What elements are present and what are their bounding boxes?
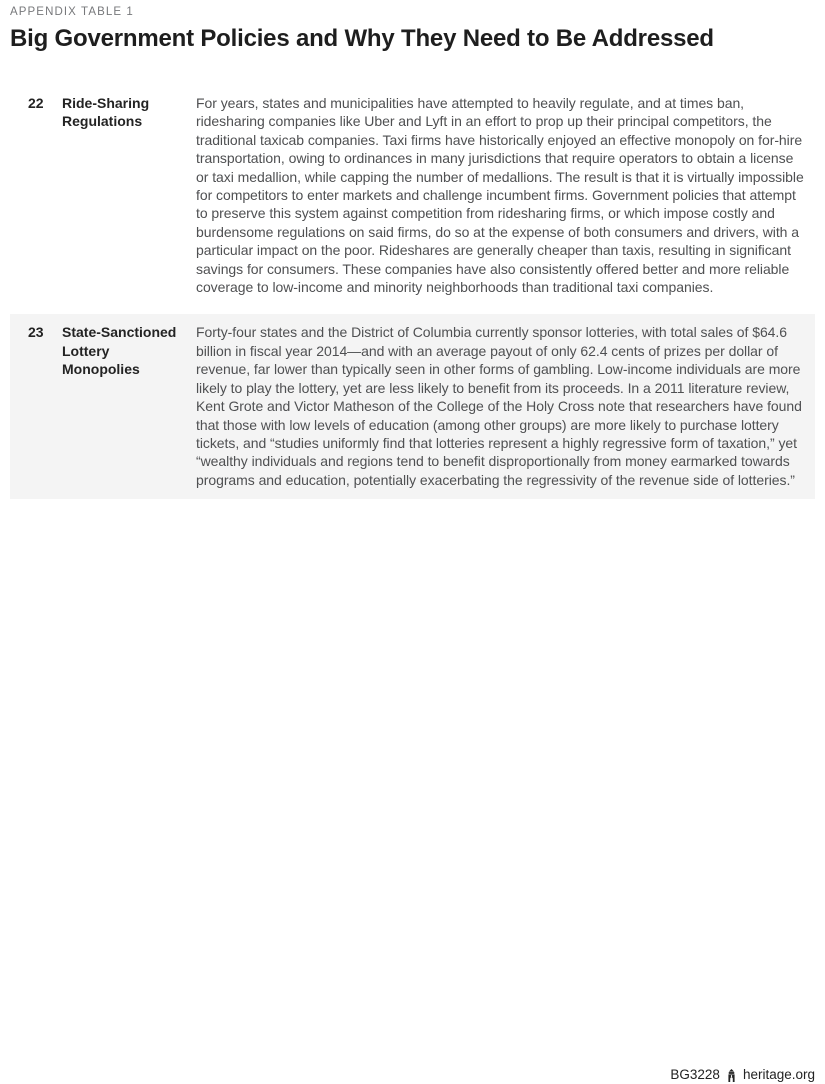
- page-title: Big Government Policies and Why They Need to Be Addressed: [10, 25, 714, 52]
- table-row: [10, 314, 815, 499]
- document-id: BG3228: [670, 1067, 720, 1082]
- page-footer: [670, 1067, 815, 1083]
- appendix-table: [10, 85, 815, 499]
- row-policy-label: Ride-Sharing Regulations: [62, 95, 150, 130]
- row-description: For years, states and municipalities have attempted to heavily regulate, and at times ban, ridesharing companies like Uber and Lyft in an effort to prop up their principal competitors, the traditional taxicab companies. Taxi firms have historically enjoyed an effective monopoly on for-hire transportation, owing to ordinances in many jurisdictions that require operators to obtain a license or taxi medallion, while capping the number of medallions. The result is that it is virtually impossible for competitors to enter markets and challenge incumbent firms. Government policies that attempt to preserve this system against competition from ridesharing firms, or which impose costly and burdensome regulations on said firms, do so at the expense of both consumers and drivers, with a particular impact on the poor. Rideshares are generally cheaper than taxis, resulting in significant savings for consumers. These companies have also consistently offered better and more reliable coverage to low-income and minority neighborhoods than traditional taxi companies.: [196, 95, 804, 296]
- table-eyebrow: APPENDIX TABLE 1: [10, 6, 134, 18]
- heritage-site-link: heritage.org: [742, 1067, 815, 1082]
- heritage-logo-icon: [725, 1069, 738, 1082]
- row-number: 22: [28, 95, 44, 111]
- row-number: 23: [28, 324, 44, 341]
- table-row: [10, 85, 815, 306]
- row-description: Forty-four states and the District of Columbia currently sponsor lotteries, with total sales of $64.6 billion in fiscal year 2014—and with an average payout of only 62.4 cents of prizes per dollar of revenue, far lower than typically seen in other forms of gambling. Low-income individuals are more likely to play the lottery, yet are less likely to benefit from its proceeds. In a 2011 literature review, Kent Grote and Victor Matheson of the College of the Holy Cross note that researchers have found that those with low levels of education (among other groups) are more likely to purchase lottery tickets, and “studies uniformly find that lotteries represent a highly regressive form of taxation,” yet “wealthy individuals and regions tend to benefit disproportionally from money earmarked towards programs and education, potentially exacerbating the regressivity of the revenue side of lotteries.”: [196, 324, 802, 488]
- row-policy-label: State-Sanctioned Lottery Monopolies: [62, 324, 177, 378]
